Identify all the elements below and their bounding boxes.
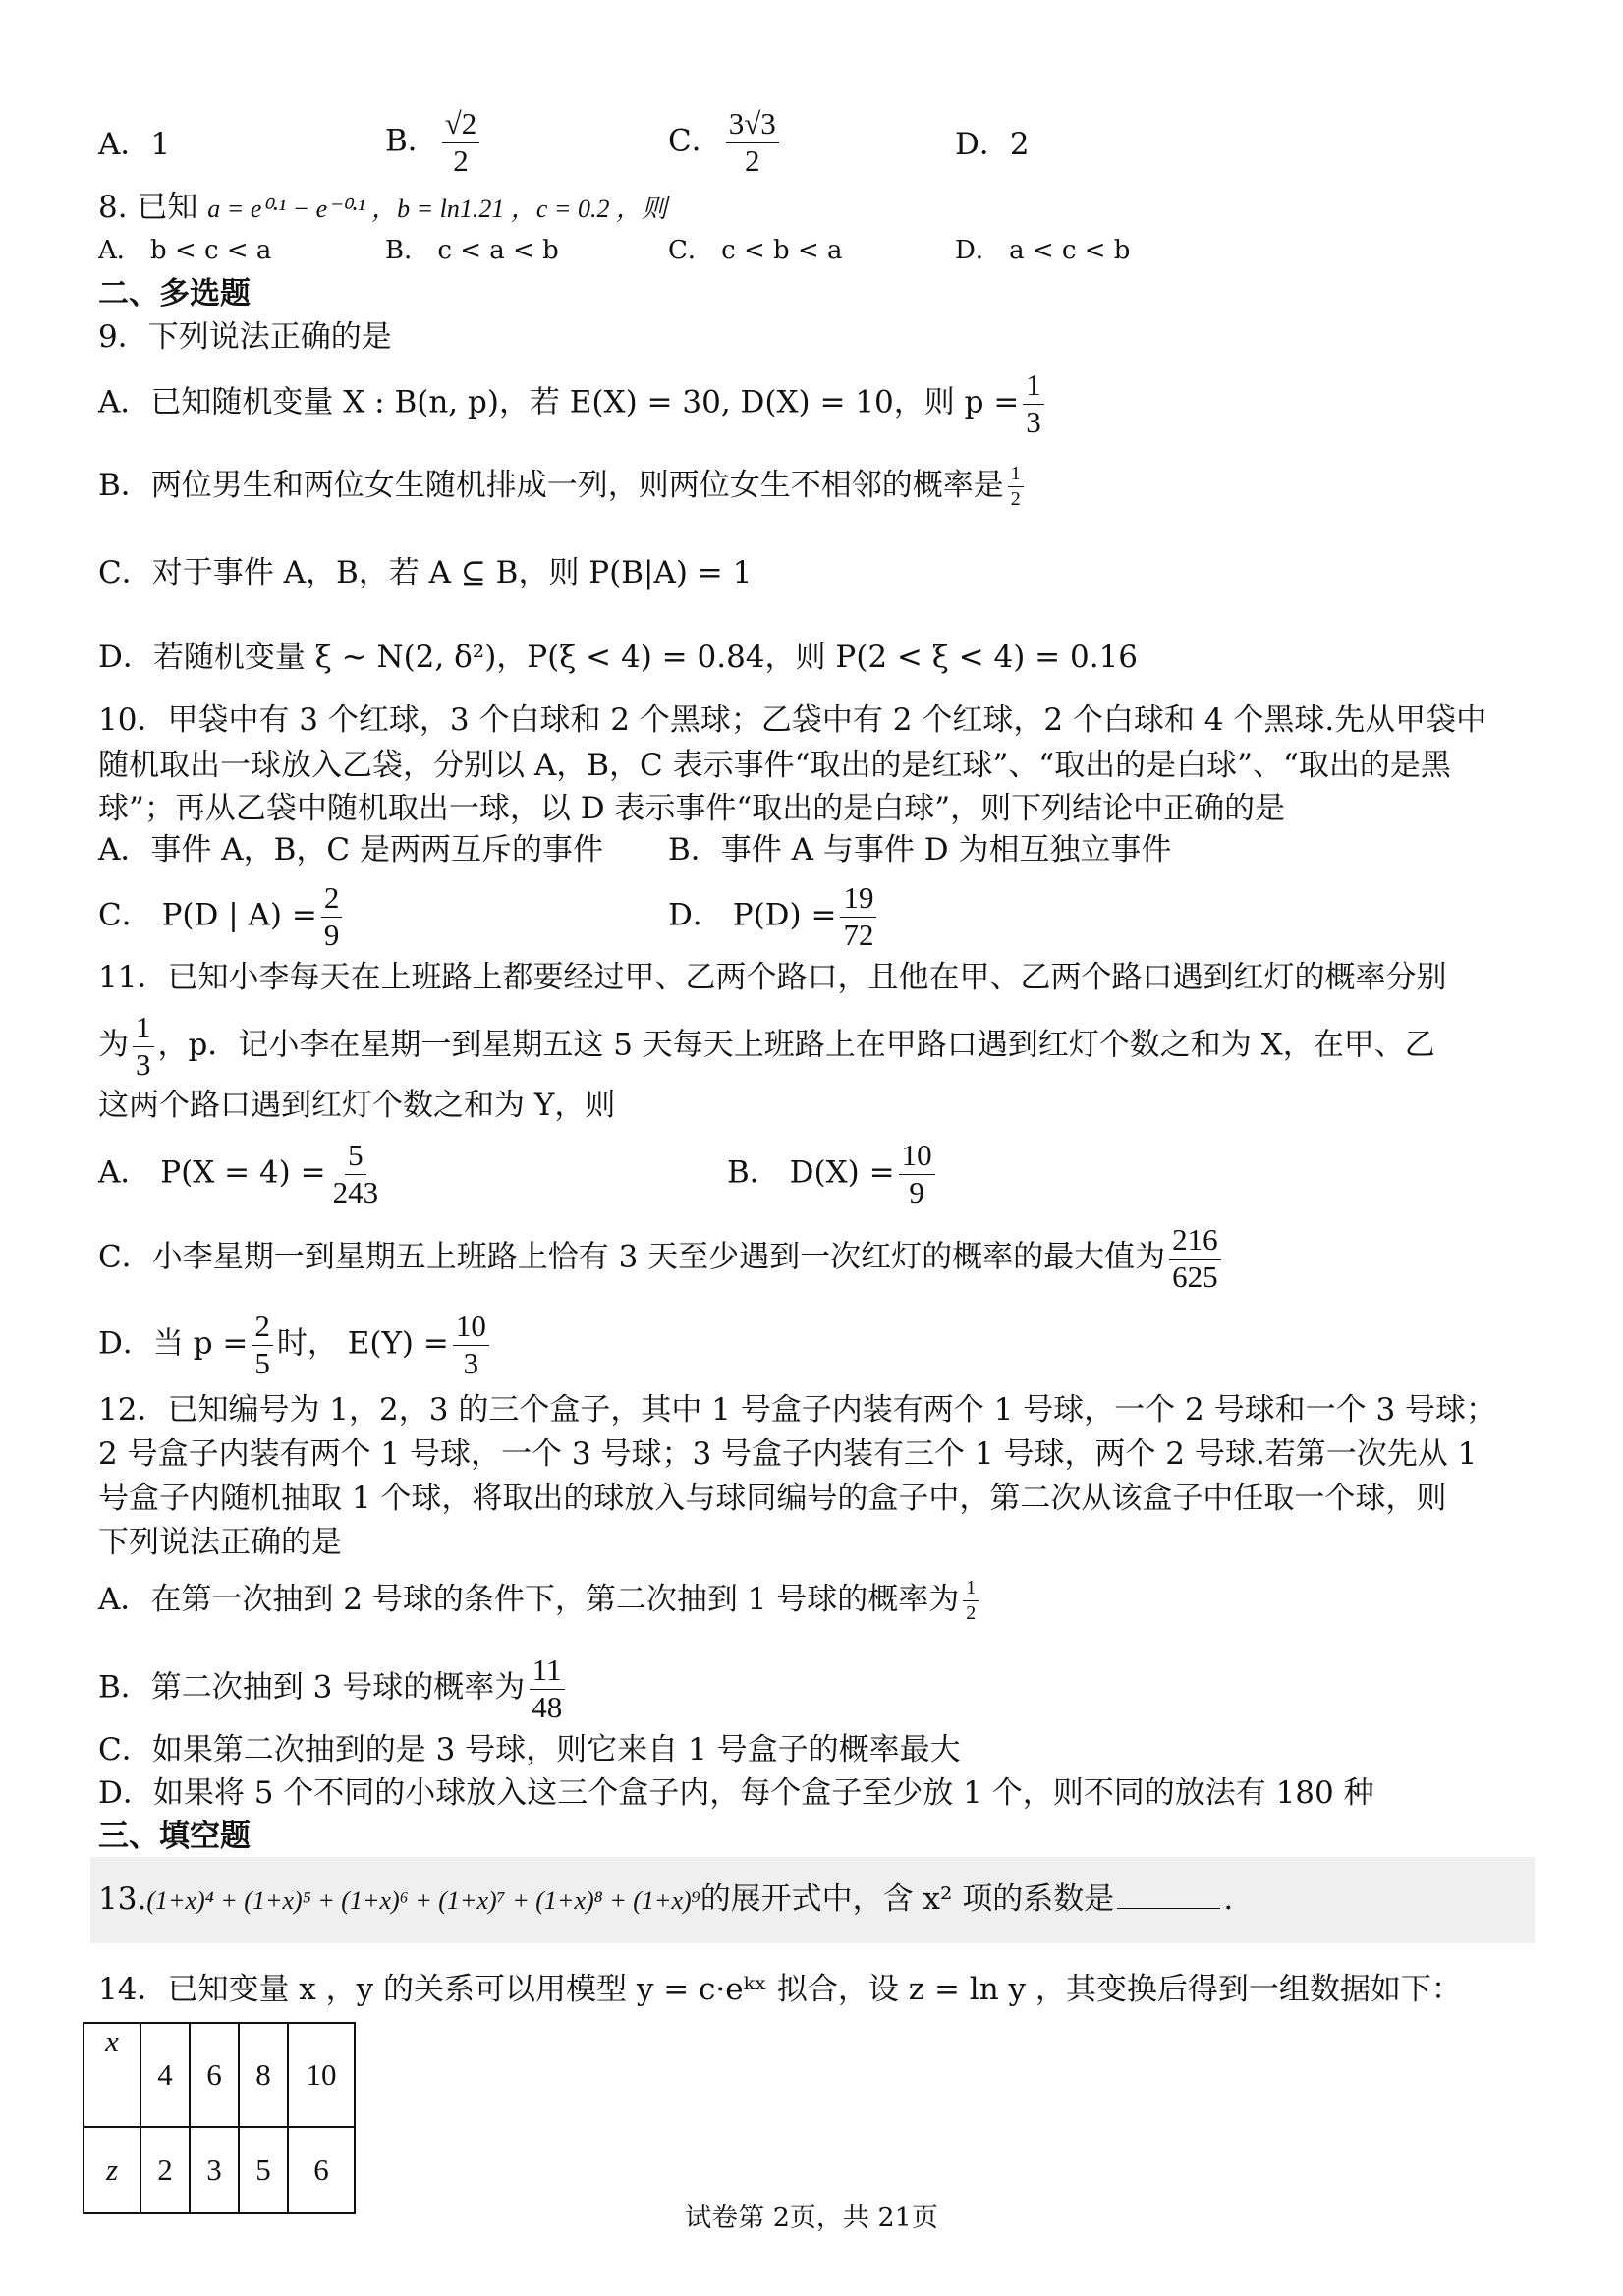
section-heading-fill-in: 三、填空题 xyxy=(98,1819,251,1854)
q9-option-d: D．若随机变量 ξ ~ N(2, δ²)，P(ξ < 4) = 0.84，则 P(2 < ξ < 4) = 0.16 xyxy=(98,640,1139,675)
q11-option-c: C．小李星期一到星期五上班路上恰有 3 天至少遇到一次红灯的概率的最大值为 $\frac{216}{625}$ xyxy=(98,1224,1225,1293)
table-cell: 4 xyxy=(140,2023,190,2127)
q11-stem-line2: 为 $\frac{1}{3}$ ，p．记小李在星期一到星期五这 5 天每天上班路上在甲路口遇到红灯个数之和为 X，在甲、乙 xyxy=(98,1010,1435,1082)
q11-option-d: D．当 p = $\frac{2}{5}$ 时， E(Y) = $\frac{10}{3}$ xyxy=(98,1311,493,1379)
q10-option-d: D． P(D) = $\frac{19}{72}$ xyxy=(668,882,880,951)
q13-stem: 13.(1+x)⁴ + (1+x)⁵ + (1+x)⁶ + (1+x)⁷ + (1+x)⁸ + (1+x)⁹的展开式中，含 x² 项的系数是 . xyxy=(98,1881,1234,1917)
q12-stem-line3: 号盒子内随机抽取 1 个球，将取出的球放入与球同编号的盒子中，第二次从该盒子中任取一个球，则 xyxy=(98,1481,1447,1516)
table-cell: 2 xyxy=(140,2127,190,2213)
page-footer: 试卷第 2页，共 21页 xyxy=(685,2203,938,2233)
section-heading-multi-choice: 二、多选题 xyxy=(98,276,251,311)
q9-option-a: A．已知随机变量 X : B(n, p)，若 E(X) = 30, D(X) = 10，则 p = $\frac{1}{3}$ xyxy=(98,369,1048,438)
table-cell: 10 xyxy=(288,2023,355,2127)
q12-stem-line2: 2 号盒子内装有两个 1 号球，一个 3 号球；3 号盒子内装有三个 1 号球，两个 2 号球.若第一次先从 1 xyxy=(98,1436,1478,1472)
q10-option-a: A．事件 A，B，C 是两两互斥的事件 xyxy=(98,832,603,868)
q8-option-b: B． c < a < b xyxy=(385,236,559,265)
q10-stem-line2: 随机取出一球放入乙袋，分别以 A，B，C 表示事件“取出的是红球”、“取出的是白球”、“取出的是黑 xyxy=(98,748,1451,783)
q8-option-d: D． a < c < b xyxy=(955,236,1131,265)
table-label-z: z xyxy=(84,2127,140,2213)
table-cell: 8 xyxy=(239,2023,288,2127)
table-cell: 3 xyxy=(190,2127,239,2213)
q9-option-c: C．对于事件 A，B，若 A ⊆ B，则 P(B|A) = 1 xyxy=(98,555,753,590)
q10-stem-line1: 10．甲袋中有 3 个红球，3 个白球和 2 个黑球；乙袋中有 2 个红球，2 个白球和 4 个黑球.先从甲袋中 xyxy=(98,702,1487,738)
q14-data-table xyxy=(83,2022,356,2214)
q10-option-b: B．事件 A 与事件 D 为相互独立事件 xyxy=(668,832,1172,868)
q7-option-d: D．2 xyxy=(955,127,1030,162)
q11-stem-line3: 这两个路口遇到红灯个数之和为 Y，则 xyxy=(98,1088,616,1123)
q12-option-b: B．第二次抽到 3 号球的概率为 $\frac{11}{48}$ xyxy=(98,1654,569,1723)
q12-option-d: D．如果将 5 个不同的小球放入这三个盒子内，每个盒子至少放 1 个，则不同的放法有 180 种 xyxy=(98,1775,1374,1811)
q11-stem-line1: 11．已知小李每天在上班路上都要经过甲、乙两个路口，且他在甲、乙两个路口遇到红灯的概率分别 xyxy=(98,960,1447,995)
table-label-x: x xyxy=(84,2023,140,2127)
q12-option-a: A．在第一次抽到 2 号球的条件下，第二次抽到 1 号球的概率为 $\frac{1}{2}$ xyxy=(98,1578,982,1624)
q7-option-a: A．1 xyxy=(98,127,171,162)
q12-option-c: C．如果第二次抽到的是 3 号球，则它来自 1 号盒子的概率最大 xyxy=(98,1732,961,1767)
q10-option-c: C． P(D | A) = $\frac{2}{9}$ xyxy=(98,882,346,951)
q7-option-b: B． $\frac{√2}{2}$ xyxy=(385,108,483,177)
q11-option-b: B． D(X) = $\frac{10}{9}$ xyxy=(727,1140,939,1208)
q12-stem-line4: 下列说法正确的是 xyxy=(98,1525,342,1560)
q14-stem: 14．已知变量 x ，y 的关系可以用模型 y = c·eᵏˣ 拟合，设 z = ln y ，其变换后得到一组数据如下： xyxy=(98,1972,1462,2007)
table-row-x xyxy=(84,2023,355,2127)
q11-option-a: A． P(X = 4) = $\frac{5}{243}$ xyxy=(98,1138,379,1209)
table-cell: 5 xyxy=(239,2127,288,2213)
q13-answer-blank[interactable] xyxy=(1117,1884,1220,1909)
q12-stem-line1: 12．已知编号为 1，2，3 的三个盒子，其中 1 号盒子内装有两个 1 号球，一个 2 号球和一个 3 号球； xyxy=(98,1392,1497,1428)
q8-stem: 8. 已知 a = e⁰·¹ − e⁻⁰·¹ ，b = ln1.21 ，c = 0.2 ，则 xyxy=(98,190,667,225)
q7-option-c: C． $\frac{3√3}{2}$ xyxy=(668,108,783,177)
q8-option-a: A． b < c < a xyxy=(98,236,272,265)
q8-option-c: C． c < b < a xyxy=(668,236,843,265)
table-cell: 6 xyxy=(288,2127,355,2213)
q10-stem-line3: 球”；再从乙袋中随机取出一球，以 D 表示事件“取出的是白球”，则下列结论中正确的是 xyxy=(98,791,1286,826)
q9-option-b: B．两位男生和两位女生随机排成一列，则两位女生不相邻的概率是 $\frac{1}{2}$ xyxy=(98,464,1028,510)
table-cell: 6 xyxy=(190,2023,239,2127)
q9-stem: 9．下列说法正确的是 xyxy=(98,319,392,355)
